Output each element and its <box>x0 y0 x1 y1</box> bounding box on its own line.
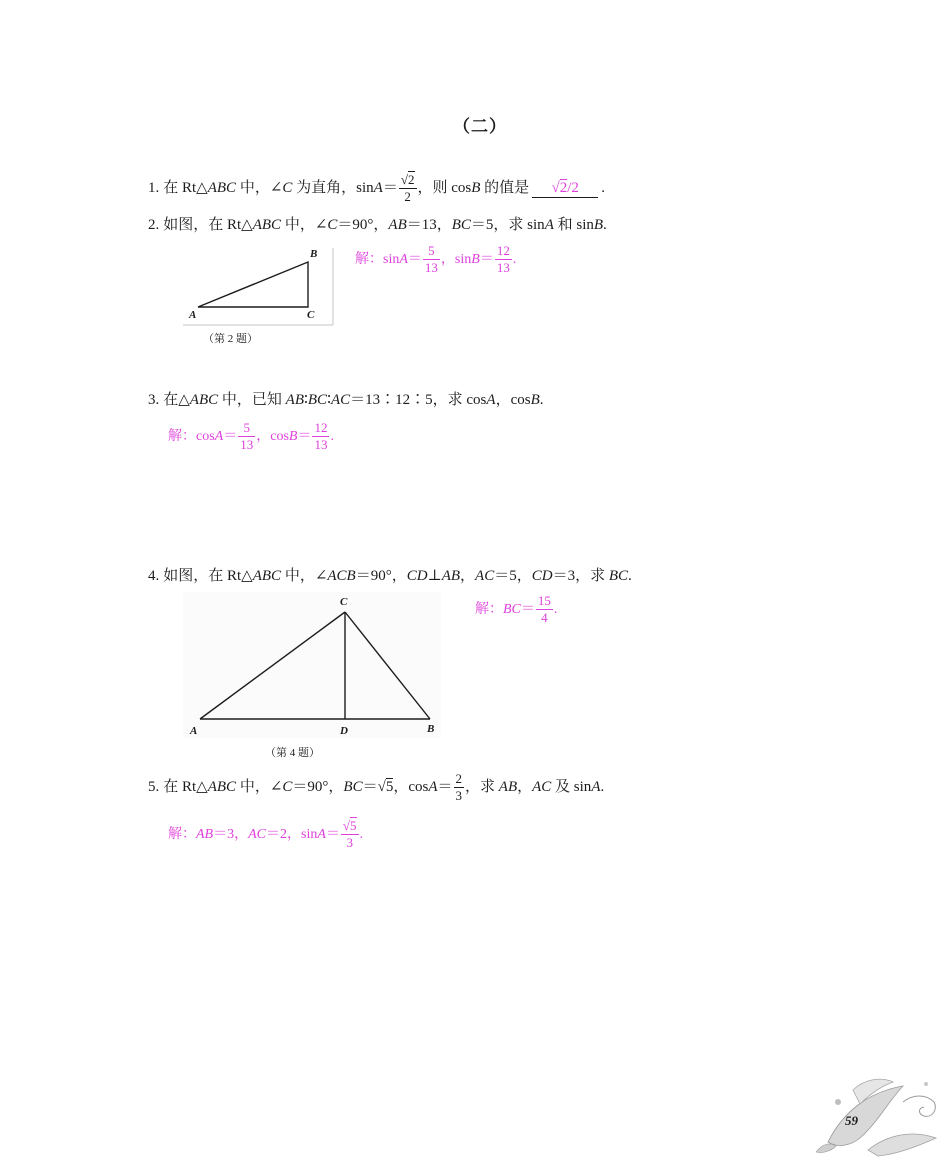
question-text <box>163 771 605 804</box>
answer-2 <box>355 243 516 277</box>
text-run: ⊥ <box>427 568 442 584</box>
radicand: 5 <box>385 779 394 795</box>
numerator <box>495 244 512 260</box>
vertex-label-b: B <box>427 723 435 735</box>
text-run: 13 <box>240 437 254 453</box>
math-variable: AC <box>532 779 552 795</box>
text-run: 解：cos <box>168 429 215 444</box>
text-run: ＝2，sin <box>266 827 318 842</box>
text-run: . <box>628 568 632 584</box>
math-variable: C <box>282 180 293 196</box>
text-run: 如图，在 Rt△ <box>163 217 253 233</box>
text-run: ＝90°， <box>337 217 389 233</box>
question-text <box>163 217 607 233</box>
math-variable: B <box>471 180 481 196</box>
vertex-label-c: C <box>340 596 348 608</box>
text-run: 在 Rt△ <box>163 779 208 795</box>
denominator <box>341 835 359 850</box>
text-run: ＝ <box>382 180 398 196</box>
text-run: 13 <box>424 260 438 276</box>
denominator <box>536 610 553 625</box>
text-run: 中，已知 <box>218 392 286 408</box>
text-run: . <box>600 779 605 795</box>
fraction <box>423 244 440 275</box>
text-run: ＝ <box>520 602 535 617</box>
math-variable: AB <box>498 779 518 795</box>
question-5 <box>148 770 604 804</box>
text-run: 和 sin <box>553 217 594 233</box>
text-run: 在 Rt△ <box>163 180 208 196</box>
text-run: ＝3，求 <box>552 568 609 584</box>
radical-sign: √ <box>377 779 386 795</box>
denominator <box>423 260 440 275</box>
text-run: . <box>539 392 544 408</box>
text-run: 的值是 <box>480 180 530 196</box>
text-run: ∶ <box>327 392 331 408</box>
text-run: 在△ <box>163 392 190 408</box>
math-variable: ACB <box>327 568 356 584</box>
question-1 <box>148 171 605 205</box>
text-run: . <box>359 827 364 842</box>
figure-2-caption: （第 2 题） <box>203 333 258 345</box>
text-run: ， <box>460 568 476 584</box>
denominator <box>495 260 512 275</box>
answer-5 <box>168 818 363 852</box>
fraction <box>238 421 255 452</box>
vertex-label-a: A <box>189 309 197 321</box>
radicand: 2 <box>559 180 568 196</box>
text-run: ∶ <box>303 392 308 408</box>
radical-sign: √ <box>551 180 560 196</box>
text-run: 解： <box>168 827 196 842</box>
text-run: ，求 <box>465 779 499 795</box>
text-run: . <box>601 180 605 196</box>
text-run: 2 <box>404 189 411 205</box>
ornament-dot <box>924 1082 928 1086</box>
question-text <box>163 568 632 584</box>
question-number: 3. <box>148 392 160 408</box>
text-run: 中，∠ <box>281 217 328 233</box>
numerator <box>536 594 553 610</box>
numerator <box>399 173 417 189</box>
text-run: ＝90°， <box>292 779 344 795</box>
denominator <box>454 788 465 803</box>
math-variable: CD <box>406 568 428 584</box>
text-run: ＝ <box>297 429 312 444</box>
math-variable: ABC <box>207 779 237 795</box>
radical-sign: √ <box>400 172 408 188</box>
text-run: 3 <box>346 835 353 851</box>
text-run: ＝ <box>437 779 453 795</box>
square-root <box>343 817 357 833</box>
math-variable: B <box>593 217 604 233</box>
text-run: ＝5，求 sin <box>470 217 545 233</box>
numerator <box>238 421 255 437</box>
text-run: 解：sin <box>355 252 400 267</box>
numerator <box>454 772 465 788</box>
answer-blank <box>532 179 598 198</box>
math-variable: A <box>544 217 554 233</box>
figure-background <box>183 592 441 738</box>
text-run: 解： <box>475 602 503 617</box>
fraction <box>454 772 465 803</box>
text-run: 15 <box>537 593 551 609</box>
radical-sign: √ <box>342 818 351 834</box>
numerator <box>341 819 359 835</box>
text-run: ＝90°， <box>355 568 407 584</box>
math-variable: AB <box>388 217 407 233</box>
ornament-dot <box>835 1099 841 1105</box>
text-run: ＝ <box>325 827 340 842</box>
vertex-label-a: A <box>190 725 198 737</box>
triangle-abc <box>198 262 308 307</box>
text-run: 13 <box>314 437 328 453</box>
math-variable: AB <box>441 568 461 584</box>
figure-4-caption: （第 4 题） <box>265 747 320 759</box>
text-run: ＝ <box>223 429 238 444</box>
page-number: 59 <box>845 1113 858 1128</box>
text-run: 5 <box>243 420 250 436</box>
square-root <box>401 171 415 187</box>
question-text <box>163 392 543 408</box>
text-run: ，cos <box>495 392 531 408</box>
swirl-shape <box>903 1096 935 1116</box>
text-run: ，cos <box>393 779 429 795</box>
text-run: 5 <box>428 243 435 259</box>
math-variable: AC <box>248 827 266 842</box>
math-variable: ABC <box>207 180 237 196</box>
text-run: . <box>330 429 334 444</box>
text-run: ， <box>517 779 533 795</box>
question-number: 2. <box>148 217 160 233</box>
text-run: ＝13∶12∶5，求 cos <box>350 392 487 408</box>
leaf-shape <box>816 1144 836 1153</box>
math-variable: AB <box>196 827 214 842</box>
math-variable: BC <box>451 217 471 233</box>
denominator <box>399 189 417 204</box>
numerator <box>423 244 440 260</box>
text-run: ＝5， <box>494 568 532 584</box>
math-variable: A <box>486 392 496 408</box>
text-run: 12 <box>496 243 510 259</box>
text-run: 13 <box>496 260 510 276</box>
math-variable: A <box>317 827 326 842</box>
fraction <box>495 244 512 275</box>
question-number: 1. <box>148 180 160 196</box>
text-run: . <box>553 602 558 617</box>
math-variable: BC <box>503 602 521 617</box>
math-variable: AC <box>330 392 351 408</box>
math-variable: BC <box>608 568 628 584</box>
text-run: ，sin <box>440 252 472 267</box>
denominator <box>238 437 255 452</box>
question-4 <box>148 559 632 593</box>
math-variable: AB <box>285 392 304 408</box>
math-variable: ABC <box>252 217 282 233</box>
math-variable: A <box>214 429 224 444</box>
math-variable: A <box>428 779 438 795</box>
figure-4-triangle <box>183 590 445 740</box>
math-variable: B <box>530 392 540 408</box>
text-run: 3 <box>455 788 463 804</box>
math-variable: CD <box>531 568 553 584</box>
question-3 <box>148 383 543 417</box>
text-run: 中，∠ <box>281 568 328 584</box>
answer-3 <box>168 420 334 454</box>
radicand: 5 <box>350 818 357 834</box>
text-run: . <box>512 252 517 267</box>
question-number: 4. <box>148 568 160 584</box>
fraction <box>341 819 359 850</box>
math-variable: ABC <box>252 568 282 584</box>
page-corner-ornament <box>808 1072 946 1158</box>
radicand: 2 <box>408 172 415 188</box>
math-variable: A <box>591 779 601 795</box>
text-run: ＝ <box>479 252 494 267</box>
text-run: ＝3， <box>213 827 249 842</box>
point-label-d: D <box>340 725 348 737</box>
text-run: ＝13， <box>406 217 452 233</box>
text-run: ＝ <box>407 252 422 267</box>
fraction <box>399 173 417 204</box>
answer-4 <box>475 593 557 627</box>
math-variable: B <box>288 429 298 444</box>
text-run: 中，∠ <box>236 779 283 795</box>
text-run: ＝ <box>362 779 378 795</box>
math-variable: C <box>327 217 338 233</box>
text-run: ，cos <box>256 429 289 444</box>
vertex-label-b: B <box>310 248 318 260</box>
math-variable: C <box>282 779 293 795</box>
math-variable: A <box>373 180 383 196</box>
figure-2-triangle <box>180 240 340 332</box>
numerator <box>312 421 329 437</box>
math-variable: ABC <box>189 392 219 408</box>
fraction <box>536 594 553 625</box>
text-run: 2 <box>455 771 463 787</box>
question-2 <box>148 208 607 242</box>
text-run: 为直角，sin <box>292 180 374 196</box>
square-root <box>378 778 394 795</box>
text-run: . <box>603 217 607 233</box>
leaf-shape <box>868 1134 936 1156</box>
vertex-label-c: C <box>307 309 315 321</box>
text-run: /2 <box>567 180 579 196</box>
question-text <box>163 172 605 205</box>
text-run: 4 <box>541 610 548 626</box>
math-variable: BC <box>307 392 328 408</box>
math-variable: A <box>399 252 408 267</box>
text-run: 如图，在 Rt△ <box>163 568 253 584</box>
fraction <box>312 421 329 452</box>
math-variable: B <box>471 252 480 267</box>
text-run: 12 <box>314 420 328 436</box>
section-title: （二） <box>453 117 507 136</box>
denominator <box>312 437 329 452</box>
text-run: 及 sin <box>551 779 592 795</box>
square-root <box>551 179 567 196</box>
question-number: 5. <box>148 779 160 795</box>
text-run: 中，∠ <box>236 180 283 196</box>
math-variable: AC <box>475 568 495 584</box>
math-variable: BC <box>343 779 363 795</box>
text-run: ，则 cos <box>417 180 472 196</box>
